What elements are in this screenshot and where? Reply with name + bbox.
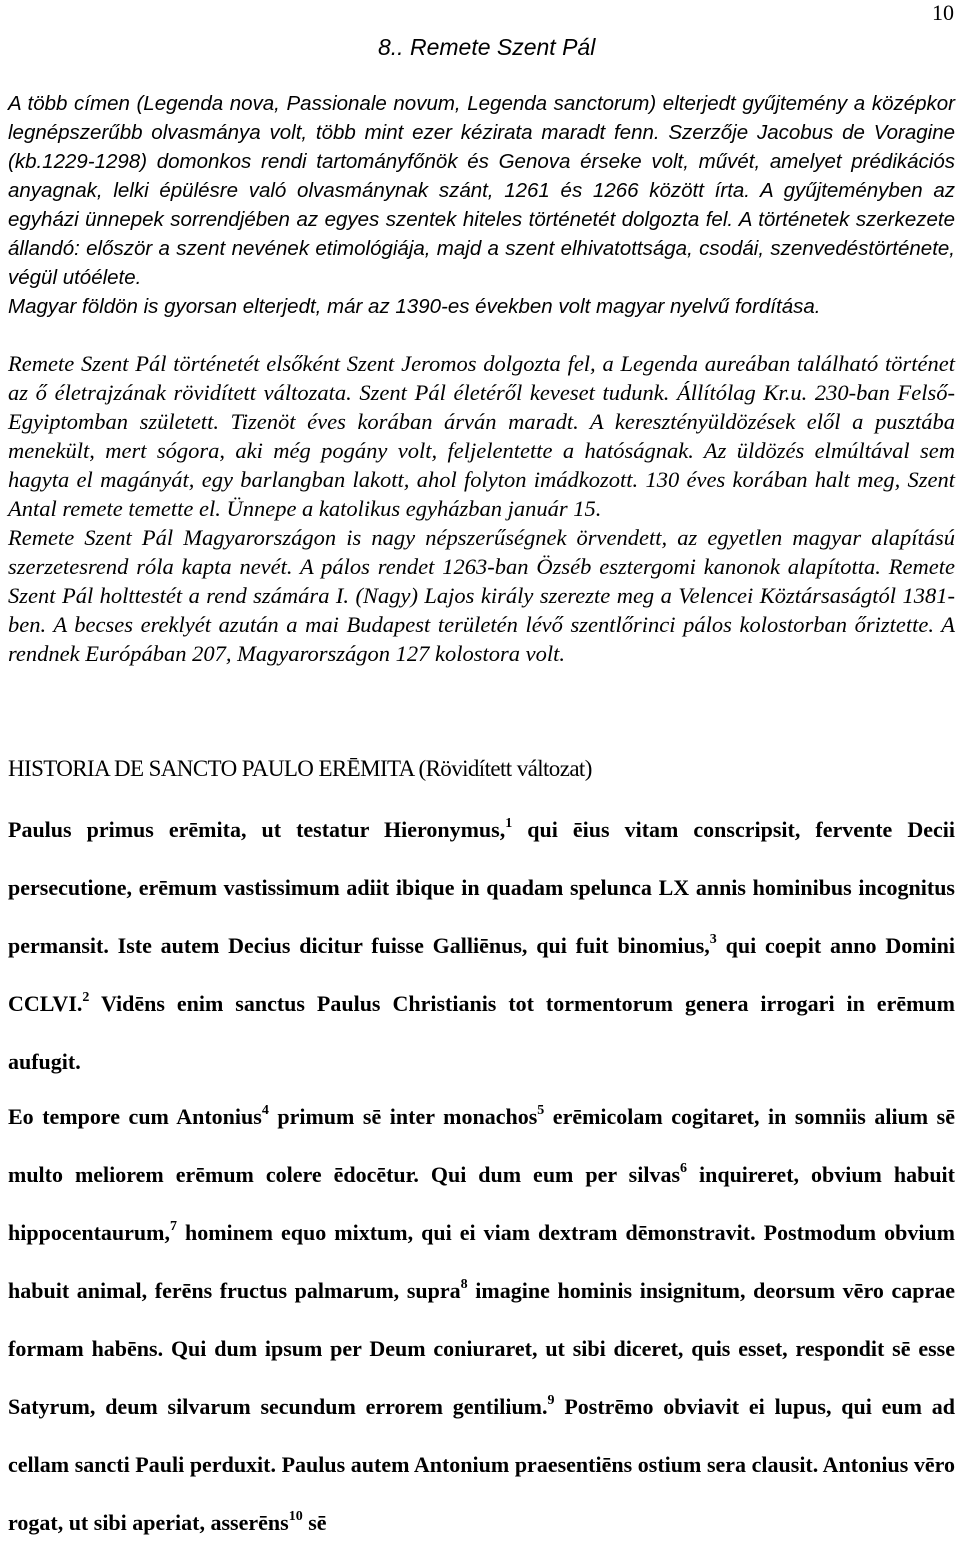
footnote-ref: 1 xyxy=(505,816,513,831)
intro-section xyxy=(8,89,955,321)
latin-paragraph-2 xyxy=(8,1088,955,1552)
footnote-ref: 6 xyxy=(680,1161,688,1176)
latin-text: Vidēns enim sanctus Paulus Christianis tot tormentorum genera irrogari in erēmum aufugit. xyxy=(8,991,955,1074)
footnote-ref: 10 xyxy=(288,1509,303,1524)
latin-text: imagine hominis insignitum, deorsum vēro caprae formam habēns. Qui dum ipsum per Deum coniuraret, ut sibi diceret, quis esset, respondit sē esse Satyrum, deum silvarum secundum errorem gentilium. xyxy=(8,1278,956,1419)
latin-text: Postrēmo obviavit ei lupus, qui eum ad cellam sancti Pauli perduxit. Paulus autem Antonium praesentiēns ostium sera clausit. Antonius vēro rogat, ut sibi aperiat, asserēns xyxy=(8,1394,955,1535)
latin-text: primum sē inter monachos xyxy=(268,1104,538,1129)
body-paragraph-1: Remete Szent Pál történetét elsőként Szent Jeromos dolgozta fel, a Legenda aureában található történet az ő életrajzának rövidített változata. Szent Pál életéről keveset tudunk. Állítólag Kr.u. 230-ban Felső-Egyiptomban született. Tizenöt éves korában árván maradt. A keresztényüldözések elől a pusztába menekült, mert sógora, aki még pogány volt, feljelentette a hatóságnak. Az üldözés elmúltával sem hagyta el magányát, egy barlangban lakott, ahol folyton imádkozott. 130 éves korában halt meg, Szent Antal remete temette el. Ünnepe a katolikus egyházban január 15. xyxy=(8,351,955,521)
latin-section-title: HISTORIA DE SANCTO PAULO ERĒMITA (Rövidített változat) xyxy=(8,756,592,781)
page-number: 10 xyxy=(932,0,954,25)
chapter-title: 8.. Remete Szent Pál xyxy=(378,34,596,60)
latin-text: qui coepit anno Domini CCLVI. xyxy=(8,933,955,1016)
latin-paragraph-1 xyxy=(8,801,955,1091)
body-section xyxy=(8,349,955,668)
footnote-ref: 5 xyxy=(537,1103,545,1118)
footnote-ref: 9 xyxy=(547,1393,555,1408)
latin-text: qui ēius vitam conscripsit, fervente Decii persecutione, erēmum vastissimum adiit ibique in quadam spelunca LX annis hominibus incognitus permansit. Iste autem Decius dicitur fuisse Galliēnus, qui fuit binomius, xyxy=(8,817,955,958)
body-paragraph-2: Remete Szent Pál Magyarországon is nagy népszerűségnek örvendett, az egyetlen magyar alapítású szerzetesrend róla kapta nevét. A pálos rendet 1263-ban Özséb esztergomi kanonok alapította. Remete Szent Pál holttestét a rend számára I. (Nagy) Lajos király szerezte meg a Velencei Köztársaságtól 1381-ben. A becses ereklyét azután a mai Budapest területén lévő szentlőrinci pálos kolostorban őriztette. A rendnek Európában 207, Magyarországon 127 kolostora volt. xyxy=(8,525,955,666)
latin-text: Paulus primus erēmita, ut testatur Hieronymus, xyxy=(8,817,506,842)
latin-text: Eo tempore cum Antonius xyxy=(8,1104,262,1129)
intro-paragraph-1: A több címen (Legenda nova, Passionale novum, Legenda sanctorum) elterjedt gyűjtemény a középkor legnépszerűbb olvasmánya volt, több mint ezer kézirata maradt fenn. Szerzője Jacobus de Voragine (kb.1229-1298) domonkos rendi tartományfőnök és Genova érseke volt, művét, amelyet prédikációs anyagnak, lelki épülésre való olvasmánynak szánt, 1261 és 1266 között írta. A gyűjteményben az egyházi ünnepek sorrendjében az egyes szentek hiteles történetét dolgozta fel. A történetek szerkezete állandó: először a szent nevének etimológiája, majd a szent elhivatottsága, csodái, szenvedéstörténete, végül utóélete. xyxy=(8,92,955,289)
latin-text: erēmicolam cogitaret, in somniis alium sē multo meliorem erēmum colere ēdocētur. Qui dum eum per silvas xyxy=(8,1104,956,1187)
latin-text: hominem equo mixtum, qui ei viam dextram dēmonstravit. Postmodum obvium habuit animal, ferēns fructus palmarum, supra xyxy=(8,1220,955,1303)
footnote-ref: 4 xyxy=(261,1103,269,1118)
footnote-ref: 3 xyxy=(709,932,717,947)
intro-paragraph-2: Magyar földön is gyorsan elterjedt, már az 1390-es években volt magyar nyelvű fordítása. xyxy=(8,295,821,318)
latin-text: sē xyxy=(302,1510,327,1535)
footnote-ref: 2 xyxy=(82,990,90,1005)
footnote-ref: 7 xyxy=(169,1219,177,1234)
footnote-ref: 8 xyxy=(460,1277,468,1292)
latin-text: inquireret, obvium habuit hippocentaurum, xyxy=(8,1162,955,1245)
